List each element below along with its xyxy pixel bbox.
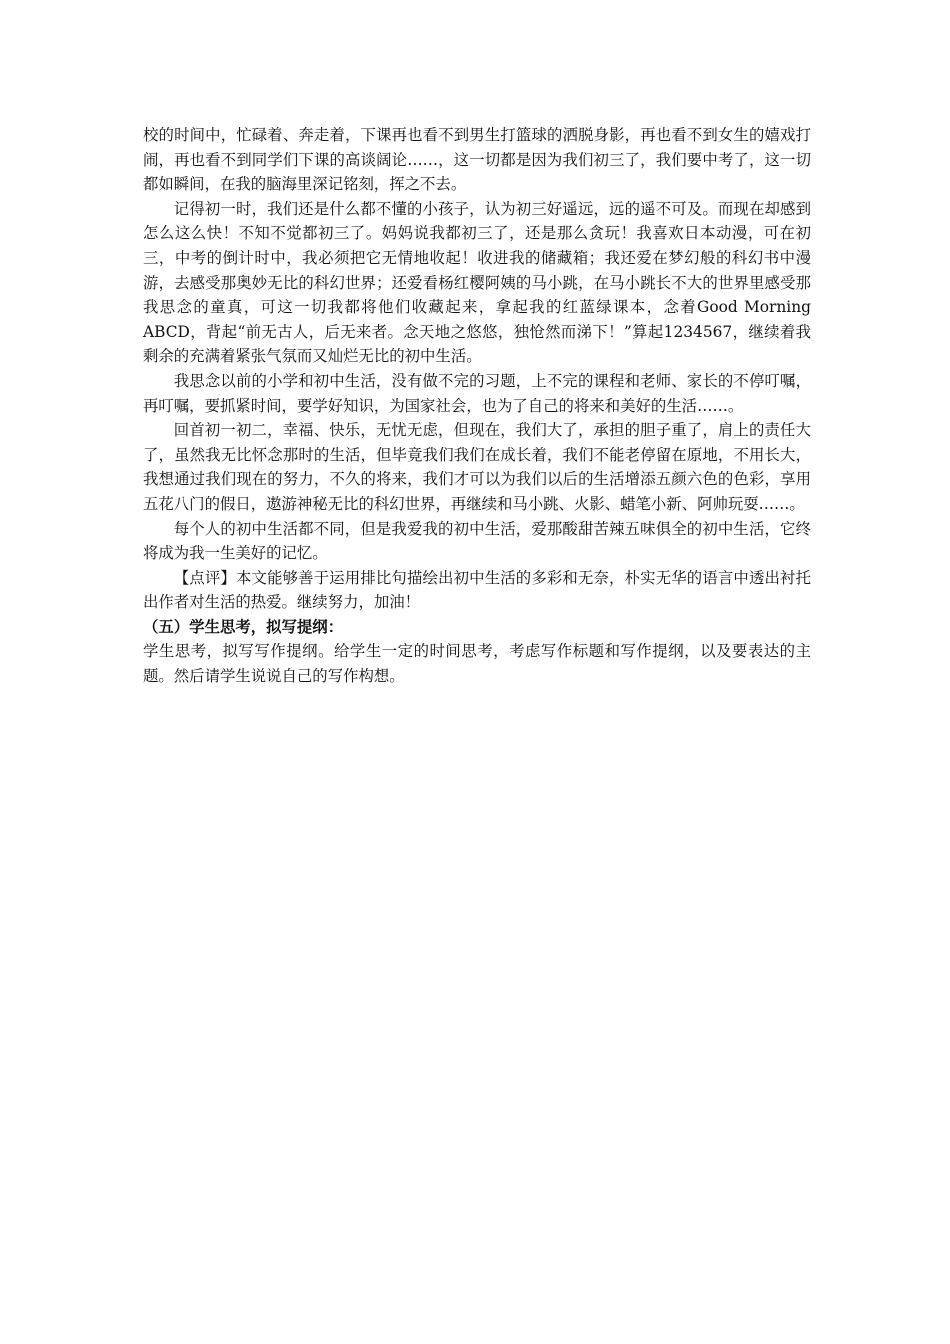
paragraph-missing-past: 我思念以前的小学和初中生活，没有做不完的习题，上不完的课程和老师、家长的不停叮嘱，再叮嘱，要抓紧时间，要学好知识，为国家社会，也为了自己的将来和美好的生活……。	[143, 371, 811, 415]
paragraph-conclusion: 每个人的初中生活都不同，但是我爱我的初中生活，爱那酸甜苦辣五味俱全的初中生活，它终将成为我一生美好的记忆。	[143, 519, 811, 563]
paragraph-looking-back: 回首初一初二，幸福、快乐，无忧无虑，但现在，我们大了，承担的胆子重了，肩上的责任大了，虽然我无比怀念那时的生活，但毕竟我们我们在成长着，我们不能老停留在原地，不用长大，我想通过我们现在的努力，不久的将来，我们才可以为我们以后的生活增添五颜六色的色彩，享用五花八门的假日，遨游神秘无比的科幻世界，再继续和马小跳、火影、蜡笔小新、阿帅玩耍……。	[143, 421, 811, 513]
section-body: 学生思考，拟写写作提纲。给学生一定的时间思考，考虑写作标题和写作提纲，以及要表达的主题。然后请学生说说自己的写作构想。	[143, 642, 811, 686]
document-body	[143, 123, 811, 689]
paragraph-memory-grade-one: 记得初一时，我们还是什么都不懂的小孩子，认为初三好遥远，远的遥不可及。而现在却感到怎么这么快！不知不觉都初三了。妈妈说我都初三了，还是那么贪玩！我喜欢日本动漫，可在初三，中考的倒计时中，我必须把它无情地收起！收进我的储藏箱；我还爱在梦幻般的科幻书中漫游，去感受那奥妙无比的科幻世界；还爱看杨红樱阿姨的马小跳，在马小跳长不大的世界里感受那我思念的童真，可这一切我都将他们收藏起来，拿起我的红蓝绿课本，念着Good Morning ABCD，背起“前无古人，后无来者。念天地之悠悠，独怆然而涕下！”算起1234567，继续着我剩余的充满着紧张气氛而又灿烂无比的初中生活。	[143, 199, 811, 366]
paragraph-comment: 【点评】本文能够善于运用排比句描绘出初中生活的多彩和无奈，朴实无华的语言中透出衬托出作者对生活的热爱。继续努力，加油！	[143, 568, 811, 612]
section-heading: （五）学生思考，拟写提纲：	[143, 617, 344, 636]
paragraph-continuation: 校的时间中，忙碌着、奔走着，下课再也看不到男生打篮球的洒脱身影，再也看不到女生的嬉戏打闹，再也看不到同学们下课的高谈阔论……，这一切都是因为我们初三了，我们要中考了，这一切都如瞬间，在我的脑海里深记铭刻，挥之不去。	[143, 126, 811, 194]
